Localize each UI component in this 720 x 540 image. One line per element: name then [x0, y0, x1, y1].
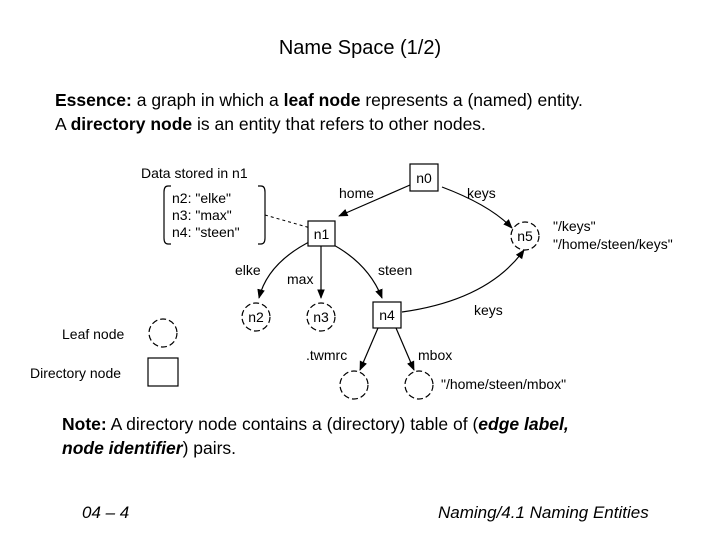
data-bracket-left [164, 186, 171, 244]
note-text-b: ) pairs. [182, 438, 237, 458]
n5-path-keys: "/keys" [553, 218, 596, 234]
slide-number: 04 – 4 [82, 503, 130, 522]
leaf-twmrc [340, 371, 368, 399]
note-line-1 [62, 414, 569, 435]
edge-mbox [396, 328, 414, 370]
essence-label: Essence: [55, 90, 132, 110]
label-keys-top: keys [467, 185, 496, 201]
node-n5-label: n5 [517, 228, 533, 244]
mbox-path: "/home/steen/mbox" [441, 376, 567, 392]
node-n2-label: n2 [248, 309, 264, 325]
node-n1-label: n1 [313, 226, 330, 242]
section-footer: Naming/4.1 Naming Entities [438, 503, 649, 522]
leaf-node-term: leaf node [283, 90, 361, 110]
data-stored-title: Data stored in n1 [141, 165, 248, 181]
note-text-a: A directory node contains a (directory) table of ( [106, 414, 479, 434]
n5-path-home-keys: "/home/steen/keys" [553, 236, 673, 252]
edge-steen [328, 242, 382, 298]
essence-text-d: is an entity that refers to other nodes. [192, 114, 486, 134]
data-pointer-line [265, 215, 314, 229]
note-node-identifier: node identifier [62, 438, 183, 458]
essence-text-c: A [55, 114, 71, 134]
data-line-n3: n3: "max" [172, 207, 232, 223]
label-mbox: mbox [418, 347, 453, 363]
data-line-n4: n4: "steen" [172, 224, 240, 240]
edge-keys-bottom [402, 250, 524, 312]
slide-title: Name Space (1/2) [278, 37, 442, 59]
legend-leaf-icon [149, 319, 177, 347]
note-label: Note: [62, 414, 107, 434]
label-twmrc: .twmrc [306, 347, 348, 363]
directory-node-term: directory node [70, 114, 193, 134]
edge-elke [259, 240, 313, 298]
edge-twmrc [360, 328, 378, 370]
data-bracket-right [258, 186, 265, 244]
leaf-mbox [405, 371, 433, 399]
label-steen: steen [378, 262, 413, 278]
label-home: home [339, 185, 375, 201]
legend-directory-label: Directory node [30, 365, 122, 381]
essence-text-b: represents a (named) entity. [360, 90, 583, 110]
essence-text-a: a graph in which a [131, 90, 284, 110]
legend-directory-icon [148, 358, 178, 386]
label-elke: elke [235, 262, 261, 278]
label-keys-bottom: keys [474, 302, 503, 318]
label-max: max [287, 271, 314, 287]
data-stored-box [141, 165, 314, 244]
legend-leaf-label: Leaf node [62, 326, 125, 342]
data-line-n2: n2: "elke" [172, 190, 231, 206]
note-edge-label: edge label, [478, 414, 569, 434]
note-line-2 [62, 438, 236, 459]
node-n3-label: n3 [313, 309, 329, 325]
node-n0-label: n0 [416, 170, 432, 186]
node-n4-label: n4 [379, 307, 395, 323]
